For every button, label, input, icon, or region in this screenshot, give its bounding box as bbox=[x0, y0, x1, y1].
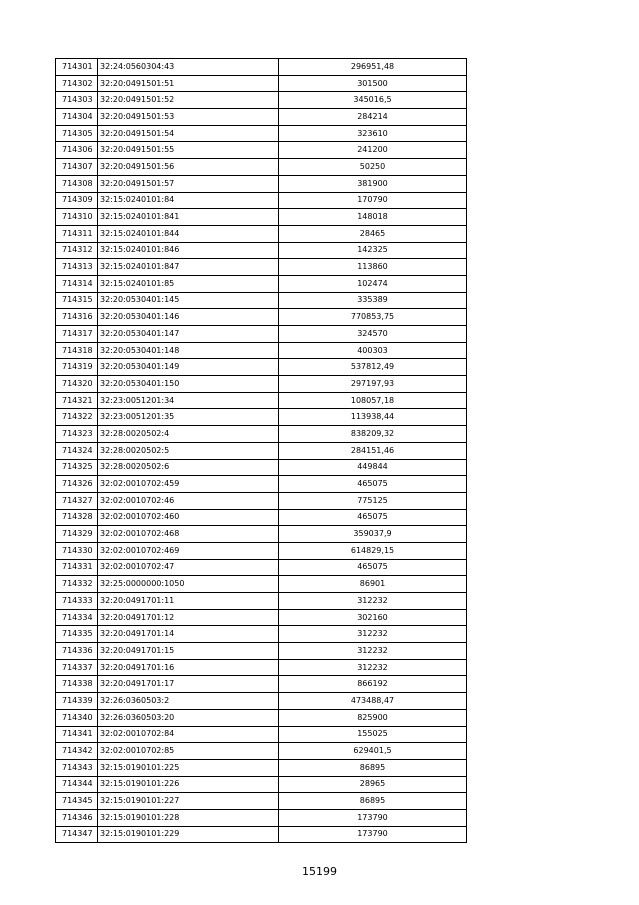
table-row bbox=[56, 292, 467, 309]
value-cell: 28465 bbox=[279, 225, 467, 242]
cadastral-number-cell: 32:15:0240101:84 bbox=[98, 192, 279, 209]
record-number-cell: 714331 bbox=[56, 559, 98, 576]
record-number-cell: 714314 bbox=[56, 275, 98, 292]
table-row bbox=[56, 826, 467, 843]
value-cell: 155025 bbox=[279, 726, 467, 743]
table-row bbox=[56, 426, 467, 443]
cadastral-number-cell: 32:20:0491501:52 bbox=[98, 92, 279, 109]
value-cell: 113860 bbox=[279, 259, 467, 276]
record-number-cell: 714336 bbox=[56, 643, 98, 660]
value-cell: 381900 bbox=[279, 175, 467, 192]
table-row bbox=[56, 559, 467, 576]
value-cell: 284214 bbox=[279, 109, 467, 126]
cadastral-number-cell: 32:20:0491501:55 bbox=[98, 142, 279, 159]
cadastral-number-cell: 32:25:0000000:1050 bbox=[98, 576, 279, 593]
cadastral-number-cell: 32:23:0051201:35 bbox=[98, 409, 279, 426]
record-number-cell: 714342 bbox=[56, 743, 98, 760]
table-row bbox=[56, 242, 467, 259]
cadastral-number-cell: 32:15:0190101:227 bbox=[98, 793, 279, 810]
cadastral-number-cell: 32:28:0020502:5 bbox=[98, 442, 279, 459]
value-cell: 312232 bbox=[279, 659, 467, 676]
value-cell: 173790 bbox=[279, 826, 467, 843]
cadastral-number-cell: 32:15:0190101:225 bbox=[98, 759, 279, 776]
record-number-cell: 714325 bbox=[56, 459, 98, 476]
record-number-cell: 714343 bbox=[56, 759, 98, 776]
value-cell: 537812,49 bbox=[279, 359, 467, 376]
cadastral-number-cell: 32:02:0010702:85 bbox=[98, 743, 279, 760]
cadastral-number-cell: 32:02:0010702:469 bbox=[98, 542, 279, 559]
cadastral-number-cell: 32:20:0491701:16 bbox=[98, 659, 279, 676]
table-row bbox=[56, 209, 467, 226]
record-number-cell: 714313 bbox=[56, 259, 98, 276]
cadastral-number-cell: 32:26:0360503:20 bbox=[98, 709, 279, 726]
record-number-cell: 714322 bbox=[56, 409, 98, 426]
cadastral-number-cell: 32:15:0190101:226 bbox=[98, 776, 279, 793]
value-cell: 400303 bbox=[279, 342, 467, 359]
table-row bbox=[56, 159, 467, 176]
cadastral-number-cell: 32:02:0010702:84 bbox=[98, 726, 279, 743]
record-number-cell: 714328 bbox=[56, 509, 98, 526]
record-number-cell: 714332 bbox=[56, 576, 98, 593]
cadastral-number-cell: 32:20:0491701:14 bbox=[98, 626, 279, 643]
value-cell: 866192 bbox=[279, 676, 467, 693]
table-row bbox=[56, 643, 467, 660]
table-row bbox=[56, 92, 467, 109]
cadastral-number-cell: 32:28:0020502:4 bbox=[98, 426, 279, 443]
value-cell: 173790 bbox=[279, 809, 467, 826]
value-cell: 473488,47 bbox=[279, 693, 467, 710]
table-row bbox=[56, 659, 467, 676]
table-row bbox=[56, 409, 467, 426]
page-number: 15199 bbox=[302, 865, 337, 878]
value-cell: 86901 bbox=[279, 576, 467, 593]
table-row bbox=[56, 259, 467, 276]
value-cell: 284151,46 bbox=[279, 442, 467, 459]
table-row bbox=[56, 776, 467, 793]
table-row bbox=[56, 476, 467, 493]
cadastral-number-cell: 32:20:0491501:53 bbox=[98, 109, 279, 126]
record-number-cell: 714333 bbox=[56, 593, 98, 610]
record-number-cell: 714301 bbox=[56, 59, 98, 76]
table-row bbox=[56, 509, 467, 526]
record-number-cell: 714317 bbox=[56, 326, 98, 343]
record-number-cell: 714334 bbox=[56, 609, 98, 626]
table-row bbox=[56, 709, 467, 726]
table-row bbox=[56, 59, 467, 76]
table-row bbox=[56, 576, 467, 593]
cadastral-number-cell: 32:02:0010702:468 bbox=[98, 526, 279, 543]
table-row bbox=[56, 626, 467, 643]
cadastral-number-cell: 32:23:0051201:34 bbox=[98, 392, 279, 409]
value-cell: 28965 bbox=[279, 776, 467, 793]
record-number-cell: 714346 bbox=[56, 809, 98, 826]
table-row bbox=[56, 125, 467, 142]
record-number-cell: 714323 bbox=[56, 426, 98, 443]
value-cell: 335389 bbox=[279, 292, 467, 309]
value-cell: 312232 bbox=[279, 626, 467, 643]
value-cell: 770853,75 bbox=[279, 309, 467, 326]
cadastral-number-cell: 32:15:0240101:841 bbox=[98, 209, 279, 226]
table-row bbox=[56, 743, 467, 760]
table-row bbox=[56, 142, 467, 159]
value-cell: 359037,9 bbox=[279, 526, 467, 543]
record-number-cell: 714302 bbox=[56, 75, 98, 92]
record-number-cell: 714329 bbox=[56, 526, 98, 543]
cadastral-number-cell: 32:02:0010702:460 bbox=[98, 509, 279, 526]
value-cell: 465075 bbox=[279, 476, 467, 493]
table-row bbox=[56, 492, 467, 509]
cadastral-number-cell: 32:26:0360503:2 bbox=[98, 693, 279, 710]
cadastral-number-cell: 32:20:0491701:15 bbox=[98, 643, 279, 660]
record-number-cell: 714319 bbox=[56, 359, 98, 376]
record-number-cell: 714311 bbox=[56, 225, 98, 242]
value-cell: 825900 bbox=[279, 709, 467, 726]
record-number-cell: 714306 bbox=[56, 142, 98, 159]
cadastral-number-cell: 32:15:0190101:229 bbox=[98, 826, 279, 843]
table-row bbox=[56, 526, 467, 543]
value-cell: 170790 bbox=[279, 192, 467, 209]
record-number-cell: 714308 bbox=[56, 175, 98, 192]
value-cell: 297197,93 bbox=[279, 376, 467, 393]
value-cell: 449844 bbox=[279, 459, 467, 476]
record-number-cell: 714321 bbox=[56, 392, 98, 409]
cadastral-number-cell: 32:20:0491501:56 bbox=[98, 159, 279, 176]
cadastral-number-cell: 32:20:0491701:12 bbox=[98, 609, 279, 626]
cadastral-number-cell: 32:20:0530401:145 bbox=[98, 292, 279, 309]
value-cell: 345016,5 bbox=[279, 92, 467, 109]
record-number-cell: 714309 bbox=[56, 192, 98, 209]
record-number-cell: 714310 bbox=[56, 209, 98, 226]
record-number-cell: 714304 bbox=[56, 109, 98, 126]
record-number-cell: 714341 bbox=[56, 726, 98, 743]
record-number-cell: 714345 bbox=[56, 793, 98, 810]
cadastral-number-cell: 32:24:0560304:43 bbox=[98, 59, 279, 76]
table-row bbox=[56, 442, 467, 459]
record-number-cell: 714324 bbox=[56, 442, 98, 459]
record-number-cell: 714347 bbox=[56, 826, 98, 843]
record-number-cell: 714312 bbox=[56, 242, 98, 259]
value-cell: 312232 bbox=[279, 593, 467, 610]
records-table-body bbox=[56, 59, 467, 843]
value-cell: 113938,44 bbox=[279, 409, 467, 426]
record-number-cell: 714337 bbox=[56, 659, 98, 676]
value-cell: 86895 bbox=[279, 759, 467, 776]
table-row bbox=[56, 109, 467, 126]
table-row bbox=[56, 326, 467, 343]
value-cell: 323610 bbox=[279, 125, 467, 142]
cadastral-number-cell: 32:02:0010702:47 bbox=[98, 559, 279, 576]
value-cell: 775125 bbox=[279, 492, 467, 509]
cadastral-number-cell: 32:20:0530401:146 bbox=[98, 309, 279, 326]
table-row bbox=[56, 376, 467, 393]
record-number-cell: 714339 bbox=[56, 693, 98, 710]
record-number-cell: 714340 bbox=[56, 709, 98, 726]
table-row bbox=[56, 726, 467, 743]
cadastral-number-cell: 32:20:0530401:147 bbox=[98, 326, 279, 343]
table-row bbox=[56, 392, 467, 409]
table-row bbox=[56, 459, 467, 476]
table-row bbox=[56, 225, 467, 242]
cadastral-number-cell: 32:20:0530401:149 bbox=[98, 359, 279, 376]
record-number-cell: 714318 bbox=[56, 342, 98, 359]
record-number-cell: 714315 bbox=[56, 292, 98, 309]
table-row bbox=[56, 175, 467, 192]
value-cell: 629401,5 bbox=[279, 743, 467, 760]
table-row bbox=[56, 609, 467, 626]
value-cell: 241200 bbox=[279, 142, 467, 159]
record-number-cell: 714305 bbox=[56, 125, 98, 142]
value-cell: 148018 bbox=[279, 209, 467, 226]
cadastral-number-cell: 32:15:0190101:228 bbox=[98, 809, 279, 826]
table-row bbox=[56, 75, 467, 92]
cadastral-number-cell: 32:15:0240101:844 bbox=[98, 225, 279, 242]
cadastral-number-cell: 32:15:0240101:846 bbox=[98, 242, 279, 259]
value-cell: 50250 bbox=[279, 159, 467, 176]
table-row bbox=[56, 309, 467, 326]
table-row bbox=[56, 192, 467, 209]
record-number-cell: 714326 bbox=[56, 476, 98, 493]
record-number-cell: 714330 bbox=[56, 542, 98, 559]
record-number-cell: 714320 bbox=[56, 376, 98, 393]
cadastral-number-cell: 32:20:0491501:54 bbox=[98, 125, 279, 142]
value-cell: 302160 bbox=[279, 609, 467, 626]
cadastral-number-cell: 32:02:0010702:459 bbox=[98, 476, 279, 493]
record-number-cell: 714316 bbox=[56, 309, 98, 326]
value-cell: 108057,18 bbox=[279, 392, 467, 409]
table-row bbox=[56, 676, 467, 693]
record-number-cell: 714344 bbox=[56, 776, 98, 793]
cadastral-number-cell: 32:20:0530401:150 bbox=[98, 376, 279, 393]
value-cell: 296951,48 bbox=[279, 59, 467, 76]
table-row bbox=[56, 542, 467, 559]
cadastral-number-cell: 32:15:0240101:85 bbox=[98, 275, 279, 292]
cadastral-number-cell: 32:20:0491701:11 bbox=[98, 593, 279, 610]
table-row bbox=[56, 593, 467, 610]
table-row bbox=[56, 759, 467, 776]
record-number-cell: 714327 bbox=[56, 492, 98, 509]
value-cell: 465075 bbox=[279, 509, 467, 526]
cadastral-number-cell: 32:20:0491501:57 bbox=[98, 175, 279, 192]
record-number-cell: 714303 bbox=[56, 92, 98, 109]
table-row bbox=[56, 342, 467, 359]
value-cell: 301500 bbox=[279, 75, 467, 92]
cadastral-number-cell: 32:02:0010702:46 bbox=[98, 492, 279, 509]
cadastral-number-cell: 32:28:0020502:6 bbox=[98, 459, 279, 476]
value-cell: 142325 bbox=[279, 242, 467, 259]
records-table bbox=[55, 58, 467, 843]
record-number-cell: 714338 bbox=[56, 676, 98, 693]
cadastral-number-cell: 32:20:0491701:17 bbox=[98, 676, 279, 693]
value-cell: 102474 bbox=[279, 275, 467, 292]
table-row bbox=[56, 809, 467, 826]
table-row bbox=[56, 693, 467, 710]
value-cell: 324570 bbox=[279, 326, 467, 343]
value-cell: 465075 bbox=[279, 559, 467, 576]
value-cell: 614829,15 bbox=[279, 542, 467, 559]
cadastral-number-cell: 32:20:0491501:51 bbox=[98, 75, 279, 92]
value-cell: 86895 bbox=[279, 793, 467, 810]
cadastral-number-cell: 32:15:0240101:847 bbox=[98, 259, 279, 276]
table-row bbox=[56, 275, 467, 292]
value-cell: 838209,32 bbox=[279, 426, 467, 443]
record-number-cell: 714307 bbox=[56, 159, 98, 176]
record-number-cell: 714335 bbox=[56, 626, 98, 643]
value-cell: 312232 bbox=[279, 643, 467, 660]
cadastral-number-cell: 32:20:0530401:148 bbox=[98, 342, 279, 359]
table-row bbox=[56, 359, 467, 376]
table-row bbox=[56, 793, 467, 810]
